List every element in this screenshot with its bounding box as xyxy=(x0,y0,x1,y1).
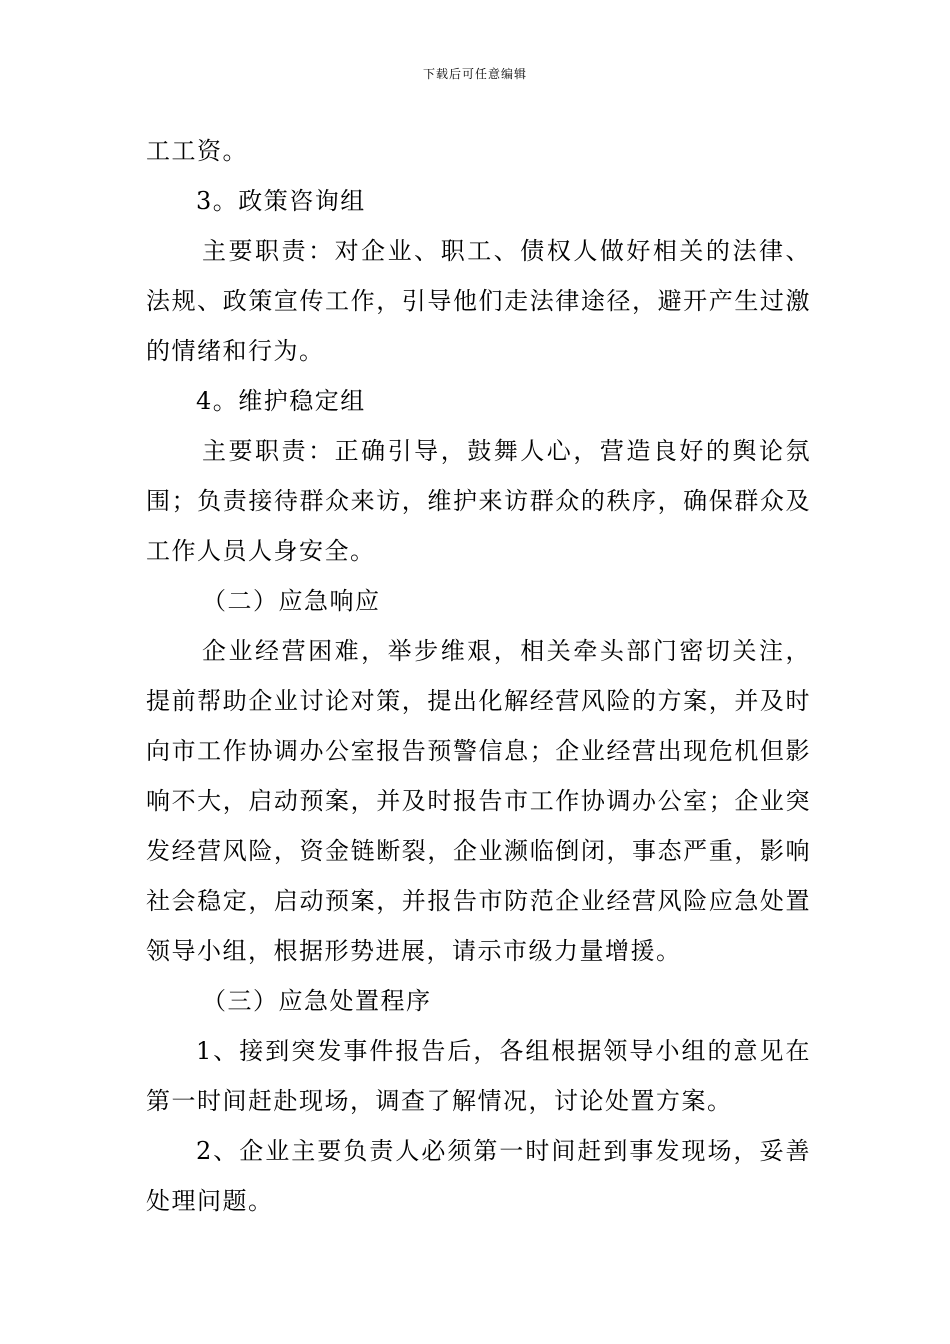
paragraph-continuation: 工工资。 xyxy=(146,137,248,165)
section-heading-emergency-response: （二）应急响应 xyxy=(202,587,381,615)
paragraph-stability-duties: 主要职责：正确引导，鼓舞人心，营造良好的舆论氛围；负责接待群众来访，维护来访群众的秩序，确保群众及工作人员人身安全。 xyxy=(146,437,811,565)
paragraph-policy-duties: 主要职责：对企业、职工、债权人做好相关的法律、法规、政策宣传工作，引导他们走法律途径，避开产生过激的情绪和行为。 xyxy=(146,237,811,365)
page-header-note: 下载后可任意编辑 xyxy=(422,67,527,81)
paragraph-procedure-step-1: 1、接到突发事件报告后，各组根据领导小组的意见在第一时间赶赴现场，调查了解情况，讨论处置方案。 xyxy=(146,1037,811,1115)
section-heading-stability: 4。维护稳定组 xyxy=(196,387,366,415)
paragraph-procedure-step-2: 2、企业主要负责人必须第一时间赶到事发现场，妥善处理问题。 xyxy=(146,1137,811,1215)
paragraph-emergency-response: 企业经营困难，举步维艰，相关牵头部门密切关注，提前帮助企业讨论对策，提出化解经营风险的方案，并及时向市工作协调办公室报告预警信息；企业经营出现危机但影响不大，启动预案，并及时报告市工作协调办公室；企业突发经营风险，资金链断裂，企业濒临倒闭，事态严重，影响社会稳定，启动预案，并报告市防范企业经营风险应急处置领导小组，根据形势进展，请示市级力量增援。 xyxy=(146,637,811,965)
document-body xyxy=(146,126,811,1226)
section-heading-procedure: （三）应急处置程序 xyxy=(202,987,432,1015)
section-heading-policy-consulting: 3。政策咨询组 xyxy=(196,187,366,215)
